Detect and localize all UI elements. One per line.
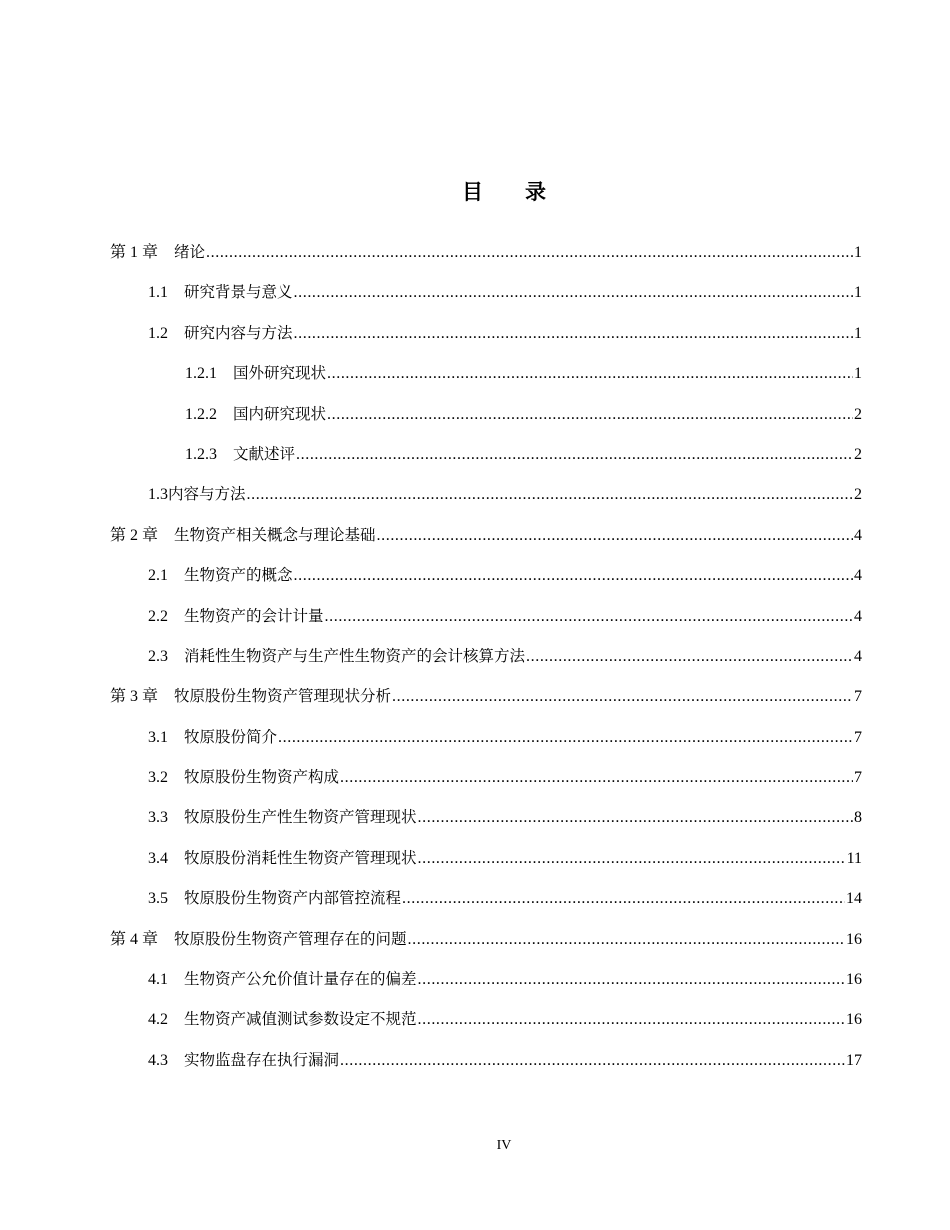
dot-leader bbox=[340, 1041, 845, 1081]
toc-entry-label: 内容与方法 bbox=[168, 485, 246, 504]
toc-entry-number: 4.1 bbox=[148, 971, 168, 989]
toc-entry-label: 生物资产相关概念与理论基础 bbox=[174, 525, 376, 544]
toc-entry[interactable] bbox=[110, 434, 862, 474]
toc-entry[interactable] bbox=[110, 1040, 862, 1080]
toc-entry-label: 消耗性生物资产与生产性生物资产的会计核算方法 bbox=[184, 646, 526, 665]
toc-entry-page: 7 bbox=[854, 688, 862, 706]
toc-entry[interactable] bbox=[110, 394, 862, 434]
toc-entry-page: 1 bbox=[854, 244, 862, 261]
toc-entry-number: 3.4 bbox=[148, 849, 168, 867]
toc-entry[interactable] bbox=[110, 757, 862, 797]
toc-entry-number: 第 4 章 bbox=[110, 930, 159, 948]
toc-entry[interactable] bbox=[110, 596, 862, 636]
dot-leader bbox=[278, 718, 853, 758]
toc-entry-number: 第 2 章 bbox=[110, 526, 159, 544]
dot-leader bbox=[327, 354, 853, 394]
toc-entry-label: 国内研究现状 bbox=[233, 404, 327, 423]
toc-entry[interactable] bbox=[110, 676, 862, 716]
toc-entry-page: 7 bbox=[854, 728, 862, 746]
toc-entry-label: 牧原股份生物资产管理存在的问题 bbox=[174, 929, 407, 948]
dot-leader bbox=[418, 839, 846, 879]
toc-entry[interactable] bbox=[110, 838, 862, 878]
toc-entry-page: 2 bbox=[854, 405, 862, 423]
toc-entry-number: 3.5 bbox=[148, 890, 168, 908]
toc-entry-page: 4 bbox=[854, 647, 862, 665]
toc-entry-page: 2 bbox=[854, 486, 862, 504]
toc-entry-label: 研究内容与方法 bbox=[184, 323, 293, 342]
toc-entry-label: 牧原股份生物资产构成 bbox=[184, 768, 340, 787]
page-number-footer: IV bbox=[496, 1138, 512, 1153]
toc-entry-number: 1.3 bbox=[148, 486, 168, 504]
toc-entry-label: 文献述评 bbox=[233, 444, 296, 463]
toc-entry-page: 4 bbox=[854, 526, 862, 544]
toc-entry-number: 1.2.1 bbox=[185, 365, 217, 383]
toc-entry-number: 4.3 bbox=[148, 1051, 168, 1069]
toc-entry-label: 生物资产的会计计量 bbox=[184, 606, 324, 625]
dot-leader bbox=[402, 879, 845, 919]
toc-entry-label: 牧原股份消耗性生物资产管理现状 bbox=[184, 848, 417, 867]
toc-title-char-2: 录 bbox=[525, 180, 546, 204]
toc-entry-label: 生物资产的概念 bbox=[184, 566, 293, 585]
toc-entry-number: 3.3 bbox=[148, 809, 168, 827]
dot-leader bbox=[408, 920, 845, 960]
toc-entry[interactable] bbox=[110, 353, 862, 393]
toc-entry-page: 4 bbox=[854, 567, 862, 585]
dot-leader bbox=[340, 758, 853, 798]
toc-entry-page: 16 bbox=[846, 930, 862, 948]
toc-entry-label: 绪论 bbox=[174, 243, 206, 261]
toc-entry-page: 1 bbox=[854, 324, 862, 342]
dot-leader bbox=[392, 677, 853, 717]
dot-leader bbox=[526, 637, 853, 677]
toc-entry-label: 牧原股份生产性生物资产管理现状 bbox=[184, 808, 417, 827]
toc-entry-page: 16 bbox=[846, 971, 862, 989]
toc-entry-page: 17 bbox=[846, 1051, 862, 1069]
dot-leader bbox=[418, 960, 845, 1000]
toc-entry-page: 11 bbox=[846, 849, 862, 867]
dot-leader bbox=[418, 1000, 845, 1040]
toc-entry-page: 2 bbox=[854, 445, 862, 463]
toc-entry[interactable] bbox=[110, 797, 862, 837]
toc-entry-label: 牧原股份生物资产管理现状分析 bbox=[174, 687, 392, 706]
toc-entry-label: 生物资产公允价值计量存在的偏差 bbox=[184, 970, 417, 989]
toc-entry-number: 1.2.2 bbox=[185, 405, 217, 423]
toc-entry-number: 1.2 bbox=[148, 324, 168, 342]
dot-leader bbox=[418, 798, 853, 838]
toc-entry-number: 1.2.3 bbox=[185, 445, 217, 463]
toc-entry-page: 1 bbox=[854, 284, 862, 302]
dot-leader bbox=[294, 556, 853, 596]
dot-leader bbox=[327, 395, 853, 435]
dot-leader bbox=[294, 273, 853, 313]
dot-leader bbox=[325, 597, 853, 637]
toc-entry[interactable] bbox=[110, 515, 862, 555]
toc-entry[interactable] bbox=[110, 717, 862, 757]
toc-entry[interactable] bbox=[110, 232, 862, 272]
dot-leader bbox=[377, 516, 853, 556]
toc-entry[interactable] bbox=[110, 272, 862, 312]
toc-entry-label: 牧原股份简介 bbox=[184, 727, 278, 746]
toc-entry[interactable] bbox=[110, 919, 862, 959]
toc-entry-page: 4 bbox=[854, 607, 862, 625]
toc-entry[interactable] bbox=[110, 474, 862, 514]
toc-entry-number: 2.1 bbox=[148, 567, 168, 585]
toc-entry-page: 7 bbox=[854, 769, 862, 787]
toc-entry-page: 1 bbox=[854, 365, 862, 383]
toc-entry-page: 16 bbox=[846, 1011, 862, 1029]
toc-entry-label: 牧原股份生物资产内部管控流程 bbox=[184, 889, 402, 908]
dot-leader bbox=[296, 435, 853, 475]
toc-entry-number: 4.2 bbox=[148, 1011, 168, 1029]
toc-entry-number: 第 3 章 bbox=[110, 688, 159, 706]
toc-entry-number: 3.1 bbox=[148, 728, 168, 746]
toc-entry-number: 第 1 章 bbox=[110, 244, 159, 261]
toc-entry[interactable] bbox=[110, 959, 862, 999]
toc-entry-label: 国外研究现状 bbox=[233, 364, 327, 383]
toc-entry-label: 研究背景与意义 bbox=[184, 283, 293, 302]
toc-entry-label: 实物监盘存在执行漏洞 bbox=[184, 1050, 340, 1069]
dot-leader bbox=[294, 314, 853, 354]
toc-title bbox=[0, 176, 950, 206]
dot-leader bbox=[247, 475, 853, 515]
toc-entry[interactable] bbox=[110, 555, 862, 595]
toc-entry-number: 3.2 bbox=[148, 769, 168, 787]
toc-entry-label: 生物资产减值测试参数设定不规范 bbox=[184, 1010, 417, 1029]
toc-entry[interactable] bbox=[110, 878, 862, 918]
toc-entry[interactable] bbox=[110, 636, 862, 676]
dot-leader bbox=[206, 233, 853, 273]
table-of-contents bbox=[110, 232, 862, 1080]
toc-entry-page: 8 bbox=[854, 809, 862, 827]
toc-entry-number: 2.3 bbox=[148, 647, 168, 665]
toc-entry[interactable] bbox=[110, 313, 862, 353]
toc-entry[interactable] bbox=[110, 999, 862, 1039]
toc-entry-number: 1.1 bbox=[148, 284, 168, 302]
toc-entry-page: 14 bbox=[846, 890, 862, 908]
toc-entry-number: 2.2 bbox=[148, 607, 168, 625]
toc-title-char-1: 目 bbox=[462, 180, 483, 204]
